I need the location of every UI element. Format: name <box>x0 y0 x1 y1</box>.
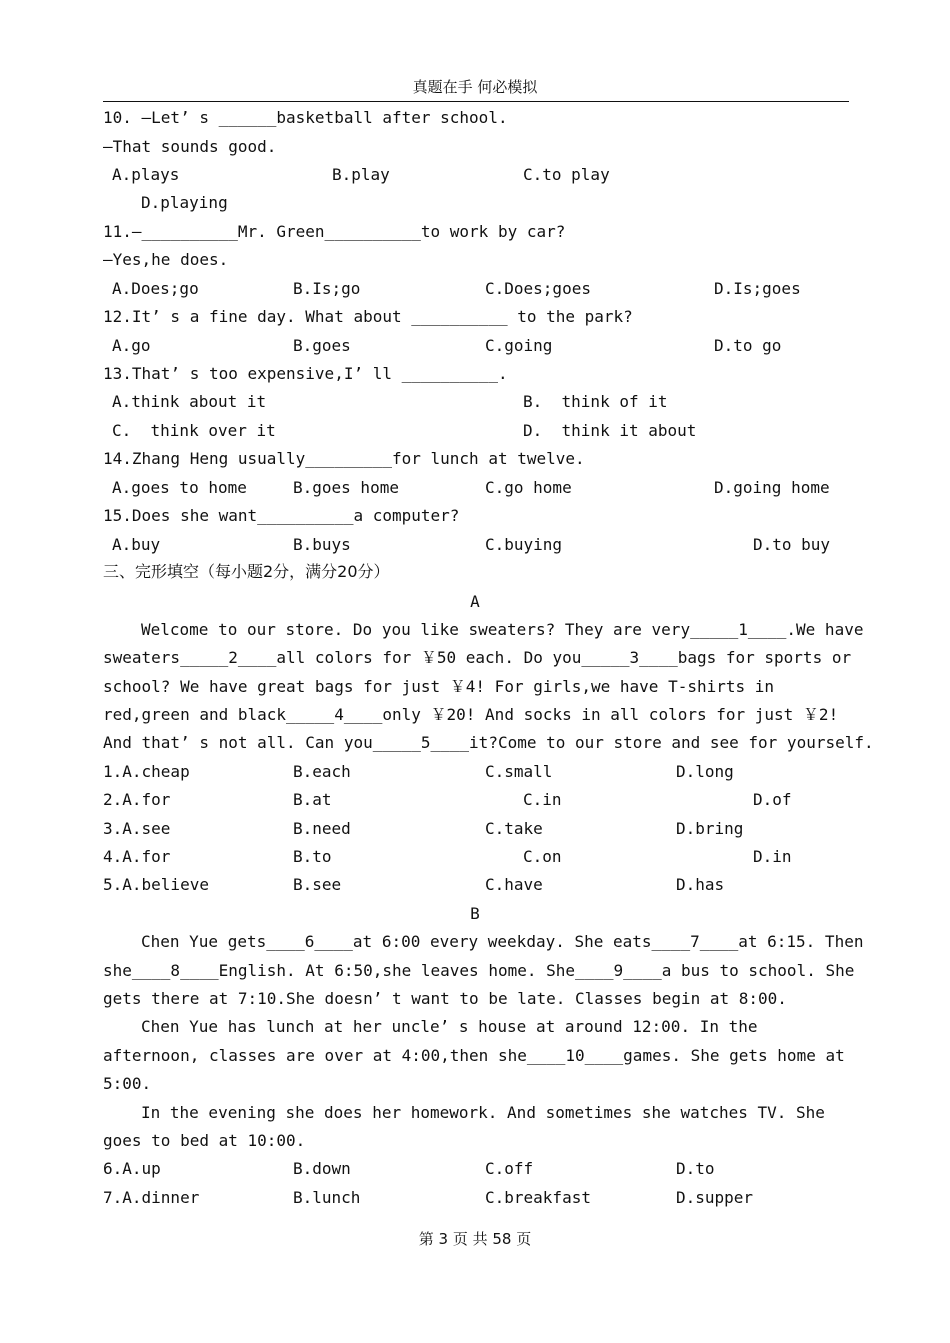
text-segment: Welcome to our store. Do you like sweaters? They are very_____1____.We have <box>141 620 864 639</box>
text-segment: C.take <box>485 819 543 838</box>
text-line <box>0 502 950 530</box>
text-segment: goes to bed at 10:00. <box>103 1131 306 1150</box>
text-segment: B.goes home <box>293 478 399 497</box>
text-segment: D.supper <box>676 1188 754 1207</box>
text-segment: D.to go <box>714 336 782 355</box>
text-line <box>0 729 950 757</box>
text-line <box>0 189 950 217</box>
text-line <box>0 133 950 161</box>
text-segment: 10. —Let’ s ______basketball after school. <box>103 108 508 127</box>
text-segment: C.breakfast <box>485 1188 591 1207</box>
text-segment: D.going home <box>714 478 830 497</box>
text-segment: B.see <box>293 875 342 894</box>
text-segment: D.bring <box>676 819 744 838</box>
text-segment: —Yes,he does. <box>103 250 229 269</box>
text-line <box>0 445 950 473</box>
text-segment: 5.A.believe <box>103 875 209 894</box>
text-segment: 13.That’ s too expensive,I’ ll __________. <box>103 364 508 383</box>
text-segment: afternoon, classes are over at 4:00,then she____10____games. She gets home at <box>103 1046 845 1065</box>
text-segment: C.Does;goes <box>485 279 591 298</box>
text-segment: 5:00. <box>103 1074 152 1093</box>
text-segment: A.goes to home <box>112 478 247 497</box>
text-segment: C.go home <box>485 478 572 497</box>
text-line <box>0 616 950 644</box>
text-segment: D.Is;goes <box>714 279 801 298</box>
text-line <box>0 871 950 899</box>
text-line <box>0 644 950 672</box>
text-line <box>0 1099 950 1127</box>
text-segment: D.has <box>676 875 725 894</box>
text-line <box>0 360 950 388</box>
text-segment: B.each <box>293 762 351 781</box>
text-segment: C.off <box>485 1159 534 1178</box>
passage-label: A <box>470 592 480 611</box>
text-segment: D.in <box>753 847 792 866</box>
page-footer: 第 3 页 共 58 页 <box>418 1230 532 1248</box>
text-segment: B.to <box>293 847 332 866</box>
text-line <box>0 957 950 985</box>
text-segment: C.have <box>485 875 543 894</box>
text-segment: 15.Does she want__________a computer? <box>103 506 460 525</box>
text-line <box>0 1042 950 1070</box>
text-segment: C. think over it <box>112 421 276 440</box>
header-rule <box>103 101 849 102</box>
text-line <box>0 1155 950 1183</box>
text-segment: A.buy <box>112 535 161 554</box>
text-segment: sweaters_____2____all colors for ￥50 each. Do you_____3____bags for sports or <box>103 648 852 667</box>
text-segment: D.of <box>753 790 792 809</box>
text-segment: 2.A.for <box>103 790 171 809</box>
text-segment: school? We have great bags for just ￥4! For girls,we have T-shirts in <box>103 677 775 696</box>
text-line <box>0 104 950 132</box>
text-segment: D.to <box>676 1159 715 1178</box>
text-segment: A.go <box>112 336 151 355</box>
text-segment: C.buying <box>485 535 563 554</box>
text-segment: C.on <box>523 847 562 866</box>
text-segment: B.buys <box>293 535 351 554</box>
passage-label: B <box>470 904 480 923</box>
text-segment: C.to play <box>523 165 610 184</box>
text-segment: gets there at 7:10.She doesn’ t want to be late. Classes begin at 8:00. <box>103 989 787 1008</box>
text-line <box>0 161 950 189</box>
text-segment: Chen Yue gets____6____at 6:00 every weekday. She eats____7____at 6:15. Then <box>141 932 864 951</box>
text-segment: Chen Yue has lunch at her uncle’ s house at around 12:00. In the <box>141 1017 758 1036</box>
text-segment: C.going <box>485 336 553 355</box>
text-segment: A.think about it <box>112 392 267 411</box>
text-segment: B. think of it <box>523 392 668 411</box>
text-segment: C.in <box>523 790 562 809</box>
text-line <box>0 218 950 246</box>
text-line <box>0 1127 950 1155</box>
text-segment: D. think it about <box>523 421 697 440</box>
text-line <box>0 246 950 274</box>
text-line <box>0 474 950 502</box>
text-segment: C.small <box>485 762 553 781</box>
text-line <box>0 1013 950 1041</box>
text-segment: B.play <box>332 165 390 184</box>
text-line <box>0 928 950 956</box>
text-line <box>0 417 950 445</box>
text-segment: 7.A.dinner <box>103 1188 200 1207</box>
text-segment: 3.A.see <box>103 819 171 838</box>
text-segment: And that’ s not all. Can you_____5____it?Come to our store and see for yourself. <box>103 733 874 752</box>
text-segment: D.playing <box>141 193 228 212</box>
page-header: 真题在手 何必模拟 <box>412 78 538 96</box>
text-segment: 4.A.for <box>103 847 171 866</box>
text-segment: —That sounds good. <box>103 137 277 156</box>
text-segment: B.down <box>293 1159 351 1178</box>
text-line <box>0 985 950 1013</box>
text-line <box>0 388 950 416</box>
text-segment: In the evening she does her homework. And sometimes she watches TV. She <box>141 1103 825 1122</box>
text-segment: 1.A.cheap <box>103 762 190 781</box>
text-segment: red,green and black_____4____only ￥20! And socks in all colors for just ￥2! <box>103 705 839 724</box>
text-segment: 14.Zhang Heng usually_________for lunch at twelve. <box>103 449 585 468</box>
text-line <box>0 531 950 559</box>
text-line <box>0 843 950 871</box>
text-segment: 12.It’ s a fine day. What about __________ to the park? <box>103 307 633 326</box>
text-line <box>0 332 950 360</box>
text-segment: B.need <box>293 819 351 838</box>
text-line <box>0 815 950 843</box>
text-segment: D.to buy <box>753 535 831 554</box>
text-line <box>0 275 950 303</box>
text-line <box>0 758 950 786</box>
text-segment: B.goes <box>293 336 351 355</box>
text-line <box>0 1070 950 1098</box>
text-segment: B.Is;go <box>293 279 361 298</box>
text-line <box>0 701 950 729</box>
text-segment: B.at <box>293 790 332 809</box>
text-segment: 6.A.up <box>103 1159 161 1178</box>
text-segment: 11.—__________Mr. Green__________to work by car? <box>103 222 566 241</box>
text-line <box>0 673 950 701</box>
text-segment: D.long <box>676 762 734 781</box>
text-segment: B.lunch <box>293 1188 361 1207</box>
text-segment: she____8____English. At 6:50,she leaves home. She____9____a bus to school. She <box>103 961 855 980</box>
text-line <box>0 1184 950 1212</box>
section-title-cloze: 三、完形填空（每小题2分，满分20分） <box>103 562 390 581</box>
text-line <box>0 786 950 814</box>
text-segment: A.Does;go <box>112 279 199 298</box>
text-line <box>0 303 950 331</box>
text-segment: A.plays <box>112 165 180 184</box>
